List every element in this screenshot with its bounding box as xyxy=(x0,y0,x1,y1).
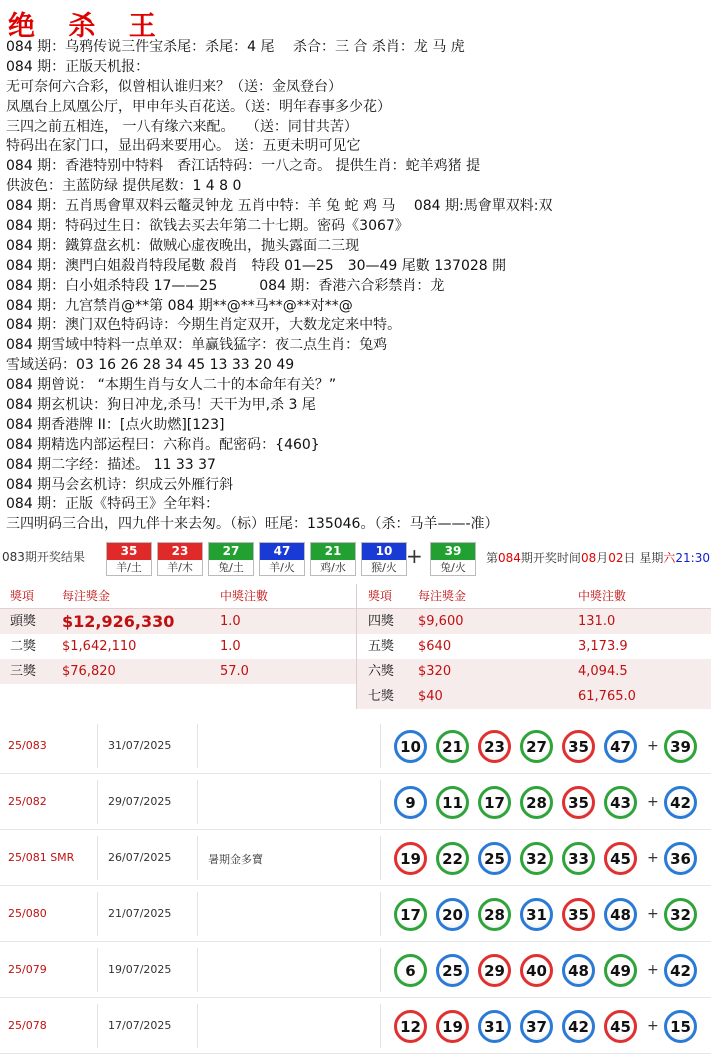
prize-name: 二獎 xyxy=(10,639,37,654)
plus-sign: + xyxy=(647,850,659,866)
header-prize-amount-right: 每注獎金 xyxy=(418,589,467,603)
history-row xyxy=(0,886,711,942)
prize-row xyxy=(0,684,711,709)
history-row xyxy=(0,774,711,830)
lottery-ball: 45 xyxy=(604,842,637,875)
lottery-ball: 25 xyxy=(436,954,469,987)
prediction-line: 084 期玄机诀：狗日冲龙,杀马！天干为甲,杀 3 尾 xyxy=(6,397,316,414)
next-draw-mid: 期开奖时间 xyxy=(520,551,581,565)
next-draw-weekday-prefix: 星期 xyxy=(639,551,664,565)
draw-ball xyxy=(430,542,476,576)
history-date: 21/07/2025 xyxy=(108,907,172,920)
prize-row xyxy=(0,634,711,659)
prediction-line: 084 期：白小姐杀特段 17——25 084 期：香港六合彩禁肖：龙 xyxy=(6,277,445,294)
prize-name: 七獎 xyxy=(368,689,395,704)
draw-ball xyxy=(106,542,152,576)
prize-count: 61,765.0 xyxy=(578,689,636,704)
prize-count: 1.0 xyxy=(220,639,241,654)
prize-row xyxy=(0,609,711,634)
prediction-line: 084 期：五肖馬會單双料云鼇灵钟龙 五肖中特：羊 兔 蛇 鸡 马 084 期:馬會單双料:双 xyxy=(6,198,553,215)
special-ball: 39 xyxy=(664,730,697,763)
next-draw-clock: 21:30 xyxy=(675,551,710,565)
prediction-line: 084 期：澳门双色特码诗：今期生肖定双开，大数龙定来中特。 xyxy=(6,317,402,334)
prize-amount: $320 xyxy=(418,664,452,679)
prize-amount: $1,642,110 xyxy=(62,639,137,654)
history-issue[interactable]: 25/081 SMR xyxy=(8,851,75,864)
draw-ball-number: 35 xyxy=(107,543,151,560)
lottery-ball: 32 xyxy=(520,842,553,875)
prediction-line: 无可奈何六合彩，似曾相认谁归来？（送：金凤登台） xyxy=(6,78,342,95)
page-title: 绝 杀 王 xyxy=(8,11,168,42)
history-row xyxy=(0,830,711,886)
header-prize-name-left: 獎項 xyxy=(10,589,35,603)
special-ball: 15 xyxy=(664,1010,697,1043)
draw-ball-number: 27 xyxy=(209,543,253,560)
prediction-line: 084 期曾说： “本期生肖与女人二十的本命年有关？” xyxy=(6,377,337,394)
header-prize-count-left: 中獎注數 xyxy=(220,589,269,603)
draw-ball-zodiac: 羊/土 xyxy=(116,561,142,574)
lottery-ball: 45 xyxy=(604,1010,637,1043)
prediction-text-block xyxy=(6,38,706,535)
prize-name: 四獎 xyxy=(368,614,395,629)
history-issue[interactable]: 25/083 xyxy=(8,739,47,752)
history-issue[interactable]: 25/080 xyxy=(8,907,47,920)
special-ball: 32 xyxy=(664,898,697,931)
lottery-ball: 20 xyxy=(436,898,469,931)
draw-ball xyxy=(259,542,305,576)
history-note: 暑期金多寶 xyxy=(208,853,263,866)
draw-ball-number: 23 xyxy=(158,543,202,560)
history-issue[interactable]: 25/082 xyxy=(8,795,47,808)
draw-ball-number: 21 xyxy=(311,543,355,560)
prize-row xyxy=(0,659,711,684)
history-date: 17/07/2025 xyxy=(108,1019,172,1032)
next-draw-month: 08 xyxy=(580,551,597,565)
lottery-ball: 22 xyxy=(436,842,469,875)
prediction-line: 三四明码三合出，四九伴十来去匆。（标）旺尾：135046。（杀：马羊——-准） xyxy=(6,516,499,533)
draw-result-label: 083期开奖结果 xyxy=(2,550,85,564)
lottery-ball: 21 xyxy=(436,730,469,763)
header-prize-amount-left: 每注獎金 xyxy=(62,589,111,603)
prediction-line: 084 期：鐵算盘玄机：做贼心虚夜晚出，抛头露面二三现 xyxy=(6,237,360,254)
prize-table-header xyxy=(0,584,711,609)
prediction-line: 084 期马会玄机诗：织成云外雁行斜 xyxy=(6,476,234,493)
special-ball: 42 xyxy=(664,954,697,987)
lottery-ball: 11 xyxy=(436,786,469,819)
prize-name: 頭獎 xyxy=(10,614,37,629)
prize-count: 3,173.9 xyxy=(578,639,628,654)
history-row xyxy=(0,718,711,774)
plus-sign: + xyxy=(647,962,659,978)
prediction-line: 084 期香港牌 II：[点火助燃][123] xyxy=(6,416,225,433)
prediction-line: 084 期雪域中特料一点单双：单赢钱猛字：夜二点生肖：兔鸡 xyxy=(6,337,388,354)
plus-sign: + xyxy=(647,738,659,754)
prediction-line: 084 期：香港特别中特料 香江话特码：一八之奇。 提供生肖：蛇羊鸡猪 提 xyxy=(6,158,481,175)
draw-ball-zodiac: 兔/火 xyxy=(440,561,466,574)
prize-name: 三獎 xyxy=(10,664,37,679)
lottery-ball: 40 xyxy=(520,954,553,987)
draw-ball-number: 10 xyxy=(362,543,406,560)
draw-ball-zodiac: 兔/土 xyxy=(218,561,244,574)
lottery-ball: 49 xyxy=(604,954,637,987)
lottery-ball: 23 xyxy=(478,730,511,763)
draw-ball xyxy=(157,542,203,576)
prize-table-body xyxy=(0,609,711,709)
prediction-line: 供波色：主蓝防绿 提供尾数：1 4 8 0 xyxy=(6,178,242,195)
lottery-ball: 47 xyxy=(604,730,637,763)
next-draw-day: 02 xyxy=(608,551,624,565)
draw-ball xyxy=(310,542,356,576)
prize-amount: $9,600 xyxy=(418,614,464,629)
lottery-ball: 9 xyxy=(394,786,427,819)
prize-count: 131.0 xyxy=(578,614,616,629)
prize-amount: $76,820 xyxy=(62,664,116,679)
lottery-ball: 17 xyxy=(394,898,427,931)
prediction-line: 084 期：乌鸦传说三件宝杀尾：杀尾：4 尾 杀合：三 合 杀肖：龙 马 虎 xyxy=(6,39,465,55)
lottery-ball: 48 xyxy=(604,898,637,931)
lottery-ball: 6 xyxy=(394,954,427,987)
plus-sign: + xyxy=(406,544,423,568)
history-row xyxy=(0,942,711,998)
plus-sign: + xyxy=(647,1018,659,1034)
history-date: 19/07/2025 xyxy=(108,963,172,976)
plus-sign: + xyxy=(647,794,659,810)
lottery-ball: 19 xyxy=(436,1010,469,1043)
lottery-ball: 42 xyxy=(562,1010,595,1043)
lottery-ball: 17 xyxy=(478,786,511,819)
prediction-line: 084 期：澳門白姐殺肖特段尾數 殺肖 特段 01—25 30—49 尾數 137028 開 xyxy=(6,257,507,274)
draw-ball-number: 39 xyxy=(431,543,475,560)
prediction-line: 凤凰台上凤凰公厅，甲申年头百花送。（送：明年春事多少花） xyxy=(6,98,391,115)
draw-ball-zodiac: 鸡/水 xyxy=(320,561,346,574)
lottery-ball: 48 xyxy=(562,954,595,987)
lottery-ball: 43 xyxy=(604,786,637,819)
history-issue[interactable]: 25/078 xyxy=(8,1019,47,1032)
history-date: 26/07/2025 xyxy=(108,851,172,864)
lottery-ball: 28 xyxy=(520,786,553,819)
prize-name: 五獎 xyxy=(368,639,395,654)
next-draw-day-unit: 日 xyxy=(623,551,636,565)
special-ball: 42 xyxy=(664,786,697,819)
lottery-ball: 35 xyxy=(562,730,595,763)
lottery-ball: 35 xyxy=(562,898,595,931)
prediction-line: 084 期：正版《特码王》全年料： xyxy=(6,496,220,513)
next-draw-issue: 084 xyxy=(498,551,521,565)
header-prize-name-right: 獎項 xyxy=(368,589,393,603)
draw-ball-number: 47 xyxy=(260,543,304,560)
prediction-line: 084 期：特码过生日：欲钱去买去年第二十七期。密码《3067》 xyxy=(6,218,409,235)
lottery-ball: 12 xyxy=(394,1010,427,1043)
lottery-ball: 33 xyxy=(562,842,595,875)
prediction-line: 084 期：正版天机报： xyxy=(6,58,150,75)
draw-ball-zodiac: 羊/木 xyxy=(167,561,193,574)
next-draw-month-unit: 月 xyxy=(596,551,609,565)
history-date: 31/07/2025 xyxy=(108,739,172,752)
lottery-ball: 31 xyxy=(520,898,553,931)
prediction-line: 特码出在家门口，显出码来要用心。 送：五更未明可见它 xyxy=(6,138,361,155)
lottery-ball: 10 xyxy=(394,730,427,763)
prediction-line: 084 期精选内部运程曰：六称肖。配密码：{460} xyxy=(6,436,320,453)
lottery-ball: 29 xyxy=(478,954,511,987)
next-draw-weekday: 六 xyxy=(663,551,676,565)
draw-ball-zodiac: 猴/火 xyxy=(371,561,397,574)
prize-count: 57.0 xyxy=(220,664,249,679)
draw-ball-zodiac: 羊/火 xyxy=(269,561,295,574)
prize-amount: $40 xyxy=(418,689,443,704)
special-ball: 36 xyxy=(664,842,697,875)
prediction-line: 三四之前五相连， 一八有缘六来配。 （送：同甘共苦） xyxy=(6,118,358,135)
draw-result-bar xyxy=(0,540,711,576)
next-draw-prefix: 第 xyxy=(486,551,499,565)
prize-amount: $640 xyxy=(418,639,452,654)
prediction-line: 084 期二字经：描述。 11 33 37 xyxy=(6,456,216,473)
prize-count: 4,094.5 xyxy=(578,664,628,679)
header-prize-count-right: 中獎注數 xyxy=(578,589,627,603)
prize-amount: $12,926,330 xyxy=(62,612,175,631)
history-issue[interactable]: 25/079 xyxy=(8,963,47,976)
draw-ball xyxy=(361,542,407,576)
draw-ball xyxy=(208,542,254,576)
history-date: 29/07/2025 xyxy=(108,795,172,808)
lottery-ball: 27 xyxy=(520,730,553,763)
next-draw-time xyxy=(486,549,710,566)
lottery-ball: 35 xyxy=(562,786,595,819)
prize-name: 六獎 xyxy=(368,664,395,679)
prediction-line: 雪域送码：03 16 26 28 34 45 13 33 20 49 xyxy=(6,357,295,374)
lottery-ball: 37 xyxy=(520,1010,553,1043)
lottery-ball: 31 xyxy=(478,1010,511,1043)
plus-sign: + xyxy=(647,906,659,922)
prediction-line: 084 期：九宫禁肖@**第 084 期**@**马**@**对**@ xyxy=(6,297,353,314)
lottery-ball: 25 xyxy=(478,842,511,875)
draw-history-list xyxy=(0,718,711,1054)
lottery-ball: 19 xyxy=(394,842,427,875)
history-row xyxy=(0,998,711,1054)
prize-table xyxy=(0,584,711,709)
lottery-ball: 28 xyxy=(478,898,511,931)
prize-count: 1.0 xyxy=(220,614,241,629)
